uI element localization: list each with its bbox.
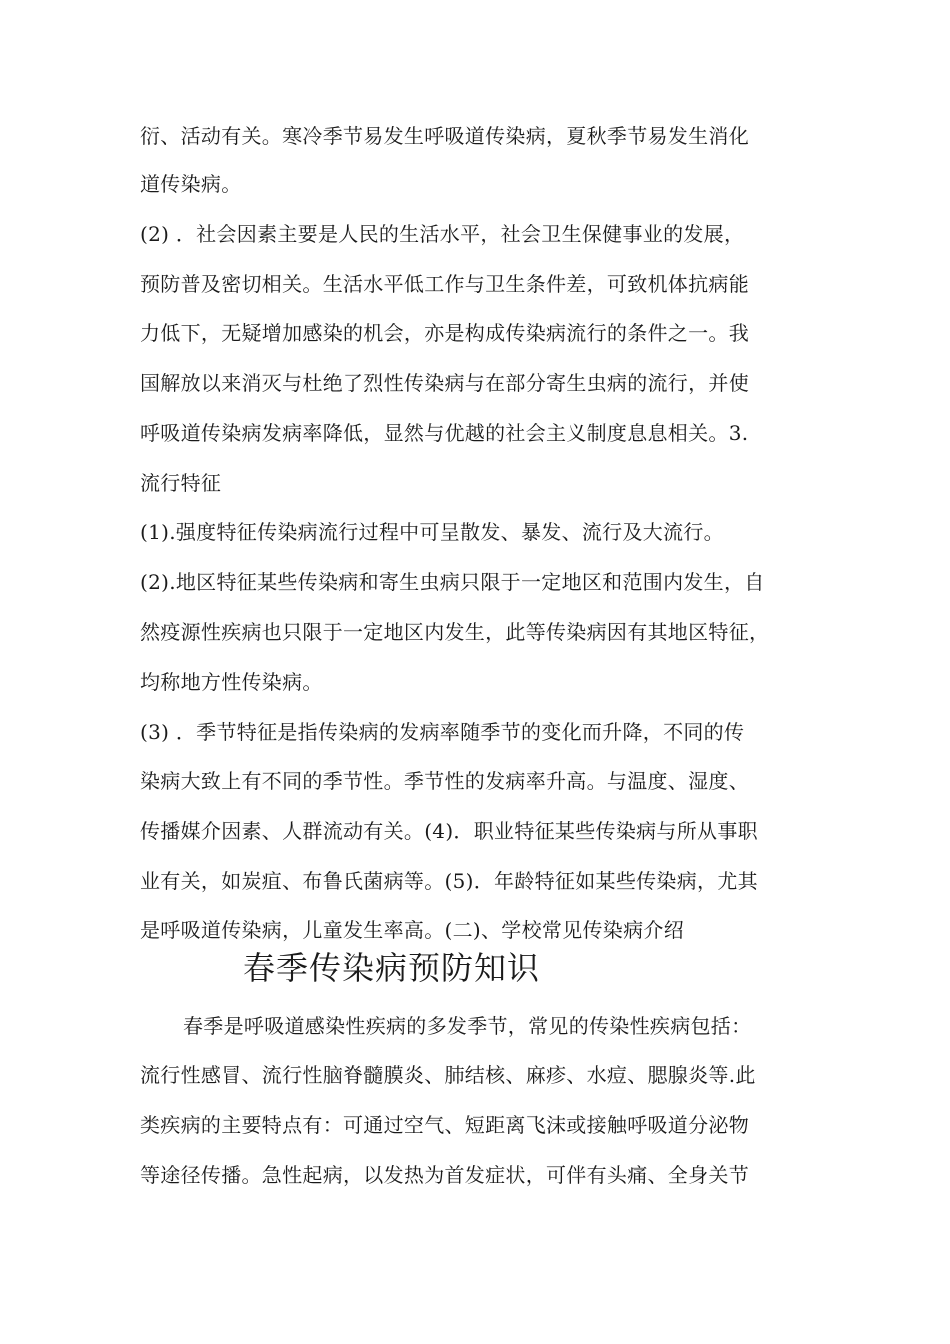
section-title: 春季传染病预防知识 xyxy=(243,949,541,987)
text-line: 道传染病。 xyxy=(140,172,242,196)
text-line: 等途径传播。急性起病，以发热为首发症状，可伴有头痛、全身关节 xyxy=(140,1163,749,1187)
text-line: 类疾病的主要特点有：可通过空气、短距离飞沫或接触呼吸道分泌物 xyxy=(140,1113,749,1137)
text-line: (2) ．社会因素主要是人民的生活水平，社会卫生保健事业的发展， xyxy=(140,222,745,246)
text-line: 春季是呼吸道感染性疾病的多发季节，常见的传染性疾病包括： xyxy=(183,1014,752,1038)
text-line: 染病大致上有不同的季节性。季节性的发病率升高。与温度、湿度、 xyxy=(140,769,749,793)
text-line: 是呼吸道传染病，儿童发生率高。(二)、学校常见传染病介绍 xyxy=(140,918,685,942)
text-line: 流行特征 xyxy=(140,471,222,495)
text-line: 业有关，如炭疽、布鲁氏菌病等。(5)．年龄特征如某些传染病，尤其 xyxy=(140,869,758,893)
text-line: (1).强度特征传染病流行过程中可呈散发、暴发、流行及大流行。 xyxy=(140,520,724,544)
text-line: (2).地区特征某些传染病和寄生虫病只限于一定地区和范围内发生，自 xyxy=(140,570,765,594)
text-line: 预防普及密切相关。生活水平低工作与卫生条件差，可致机体抗病能 xyxy=(140,272,749,296)
text-line: 然疫源性疾病也只限于一定地区内发生，此等传染病因有其地区特征， xyxy=(140,620,770,644)
text-line: 均称地方性传染病。 xyxy=(140,670,323,694)
text-line: 传播媒介因素、人群流动有关。(4)．职业特征某些传染病与所从事职 xyxy=(140,819,758,843)
text-line: 呼吸道传染病发病率降低，显然与优越的社会主义制度息息相关。3. xyxy=(140,421,749,445)
text-line: 衍、活动有关。寒冷季节易发生呼吸道传染病，夏秋季节易发生消化 xyxy=(140,124,749,148)
text-line: (3) ．季节特征是指传染病的发病率随季节的变化而升降，不同的传 xyxy=(140,720,745,744)
text-line: 国解放以来消灭与杜绝了烈性传染病与在部分寄生虫病的流行，并使 xyxy=(140,371,749,395)
text-line: 流行性感冒、流行性脑脊髓膜炎、肺结核、麻疹、水痘、腮腺炎等.此 xyxy=(140,1063,756,1087)
text-line: 力低下，无疑增加感染的机会，亦是构成传染病流行的条件之一。我 xyxy=(140,321,749,345)
